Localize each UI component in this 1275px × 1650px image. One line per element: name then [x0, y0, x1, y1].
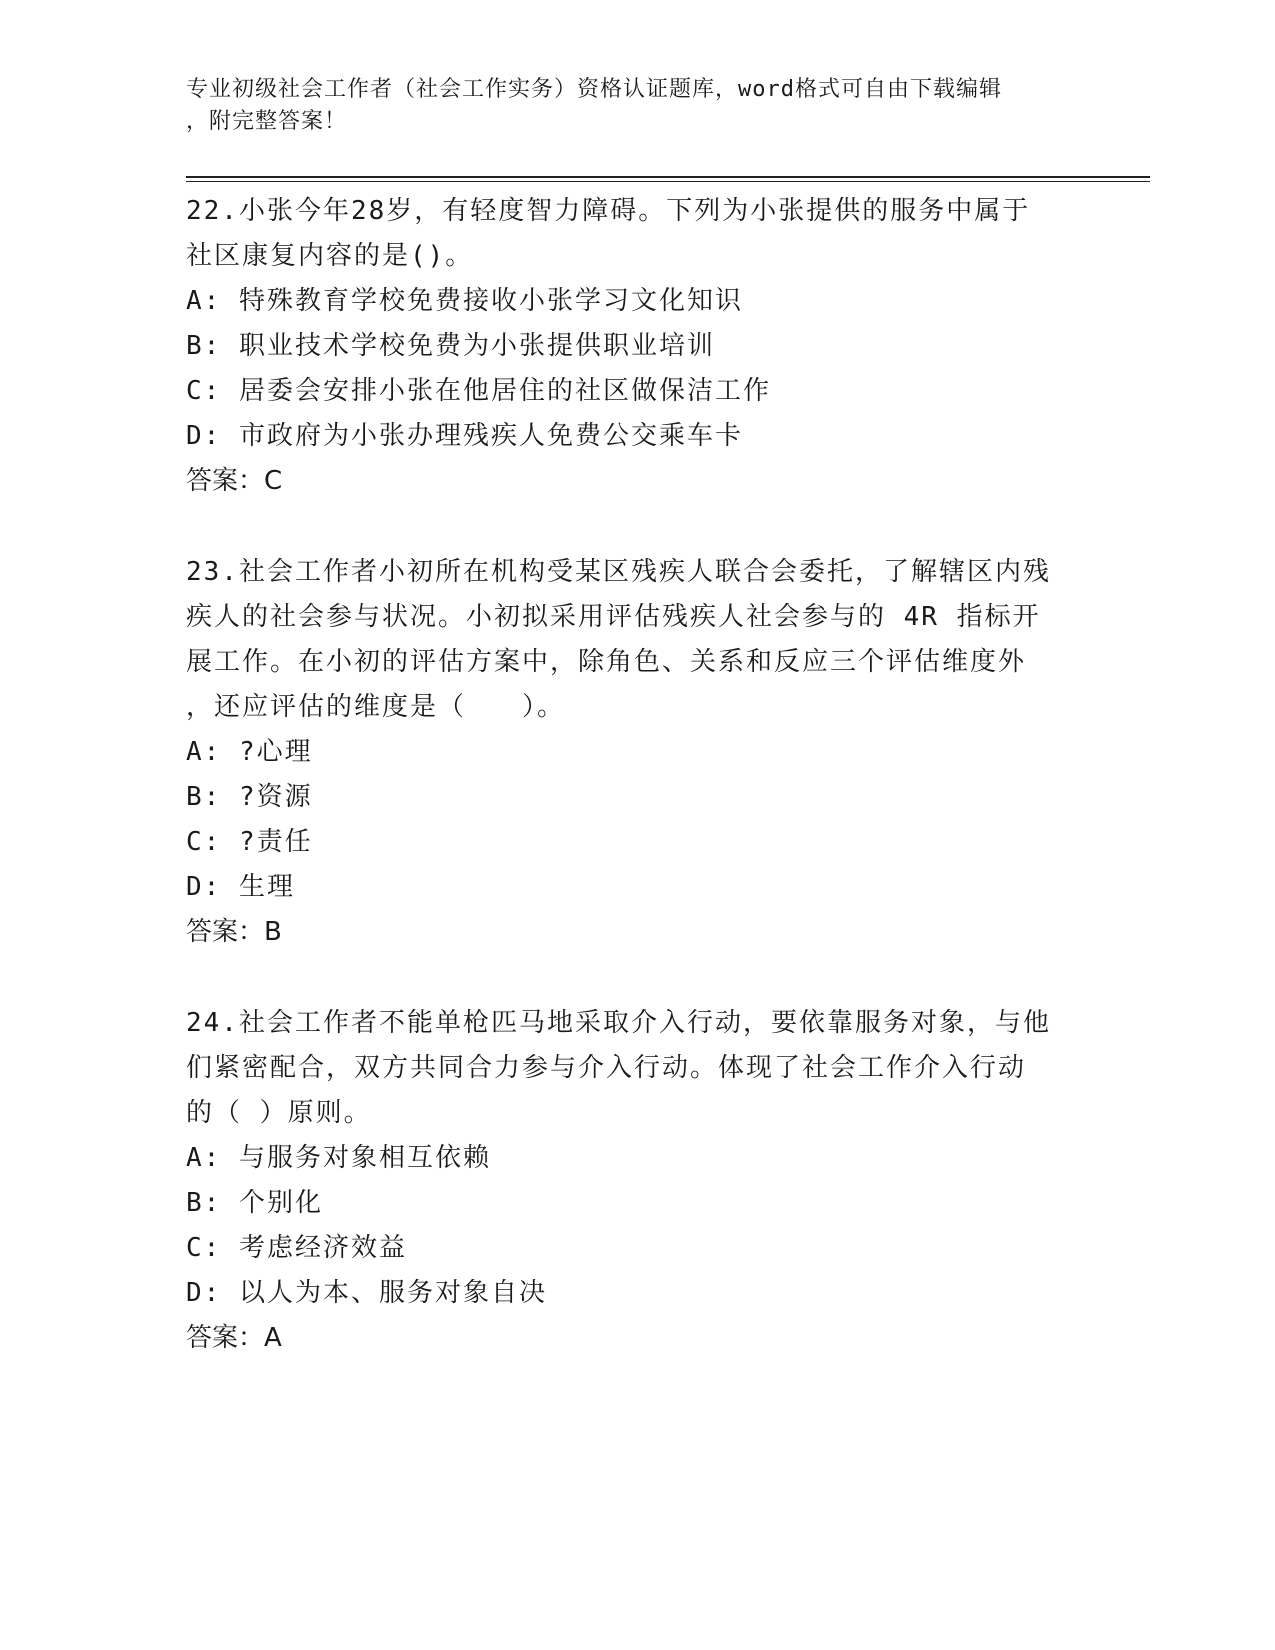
answer-line: 答案：C	[186, 466, 283, 496]
answer-line: 答案：B	[186, 917, 282, 947]
question-spacer	[186, 955, 1086, 1001]
option-c: C: ?责任	[186, 827, 313, 857]
option-b: B: 个别化	[186, 1188, 323, 1218]
question-23	[186, 550, 1086, 955]
header-divider-thin	[186, 181, 1150, 182]
question-stem-line: ，还应评估的维度是（ ）。	[186, 692, 566, 722]
question-24	[186, 1001, 1086, 1361]
option-c: C: 考虑经济效益	[186, 1233, 407, 1263]
option-d: D: 以人为本、服务对象自决	[186, 1278, 547, 1308]
option-a: A: ?心理	[186, 737, 313, 767]
question-stem-line: 24.社会工作者不能单枪匹马地采取介入行动，要依靠服务对象，与他	[186, 1008, 1051, 1038]
document-header	[186, 74, 1066, 138]
question-stem-line: 23.社会工作者小初所在机构受某区残疾人联合会委托，了解辖区内残	[186, 557, 1051, 587]
option-a: A: 特殊教育学校免费接收小张学习文化知识	[186, 286, 743, 316]
answer-line: 答案：A	[186, 1323, 282, 1353]
question-stem-line: 22.小张今年28岁，有轻度智力障碍。下列为小张提供的服务中属于	[186, 196, 1031, 226]
question-stem-line: 社区康复内容的是()。	[186, 241, 474, 271]
option-b: B: ?资源	[186, 782, 313, 812]
header-divider	[186, 176, 1150, 178]
question-spacer	[186, 504, 1086, 550]
question-stem-line: 们紧密配合，双方共同合力参与介入行动。体现了社会工作介入行动	[186, 1053, 1027, 1083]
header-line-2: ，附完整答案！	[186, 109, 348, 134]
question-22	[186, 189, 1086, 504]
question-list	[186, 189, 1086, 1361]
option-c: C: 居委会安排小张在他居住的社区做保洁工作	[186, 376, 771, 406]
question-stem-line: 的（ ）原则。	[186, 1098, 372, 1128]
option-d: D: 市政府为小张办理残疾人免费公交乘车卡	[186, 421, 743, 451]
header-line-1: 专业初级社会工作者（社会工作实务）资格认证题库，word格式可自由下载编辑	[186, 77, 1002, 102]
question-stem-line: 疾人的社会参与状况。小初拟采用评估残疾人社会参与的 4R 指标开	[186, 602, 1041, 632]
question-stem-line: 展工作。在小初的评估方案中，除角色、关系和反应三个评估维度外	[186, 647, 1027, 677]
option-a: A: 与服务对象相互依赖	[186, 1143, 491, 1173]
option-b: B: 职业技术学校免费为小张提供职业培训	[186, 331, 715, 361]
option-d: D: 生理	[186, 872, 295, 902]
